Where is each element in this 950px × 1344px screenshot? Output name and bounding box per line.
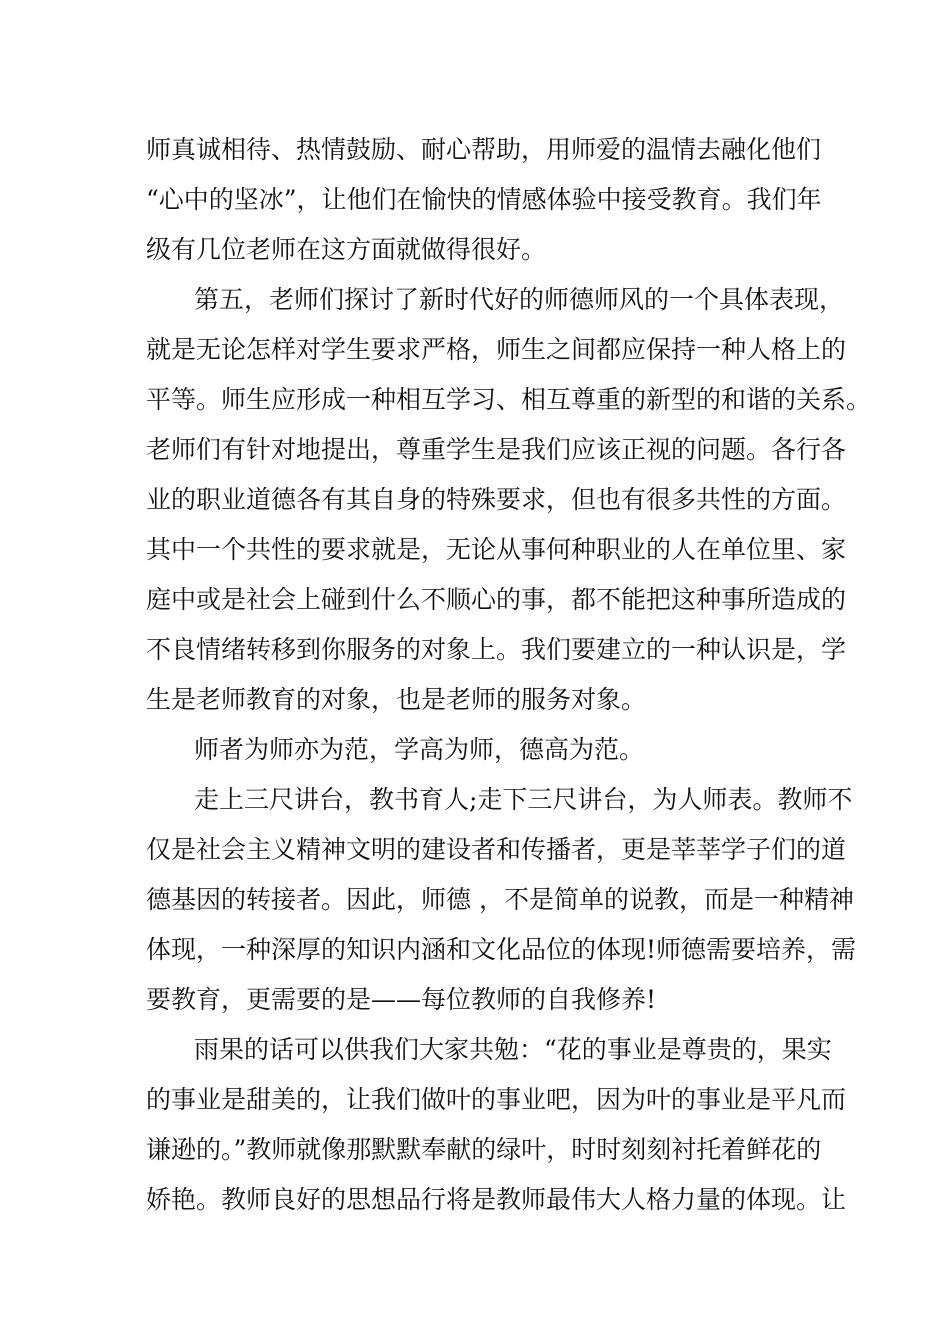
text-line: 谦逊的。”教师就像那默默奉献的绿叶，时时刻刻衬托着鲜花的 [146,1135,822,1164]
text-line: 娇艳。教师良好的思想品行将是教师最伟大人格力量的体现。让 [146,1185,847,1214]
text-line: 师真诚相待、热情鼓励、耐心帮助，用师爱的温情去融化他们 [146,135,822,164]
text-line: 要教育，更需要的是——每位教师的自我修养! [146,985,657,1014]
text-line: 就是无论怎样对学生要求严格，师生之间都应保持一种人格上的 [146,335,847,364]
text-line: 级有几位老师在这方面就做得很好。 [146,235,547,264]
text-line: 平等。师生应形成一种相互学习、相互尊重的新型的和谐的关系。 [146,385,872,414]
text-line: 师者为师亦为范，学高为师，德高为范。 [194,735,645,764]
text-line: 体现，一种深厚的知识内涵和文化品位的体现!师德需要培养，需 [146,935,857,964]
text-line: 走上三尺讲台，教书育人;走下三尺讲台，为人师表。教师不 [194,785,853,814]
text-line: 的事业是甜美的，让我们做叶的事业吧，因为叶的事业是平凡而 [146,1085,847,1114]
text-line: 不良情绪转移到你服务的对象上。我们要建立的一种认识是，学 [146,635,847,664]
text-line: 德基因的转接者。因此，师德 ，不是简单的说教，而是一种精神 [146,885,854,914]
text-line: “心中的坚冰”，让他们在愉快的情感体验中接受教育。我们年 [146,185,822,214]
text-line: 第五，老师们探讨了新时代好的师德师风的一个具体表现， [194,285,845,314]
text-line: 雨果的话可以供我们大家共勉：“花的事业是尊贵的，果实 [194,1035,832,1064]
text-line: 仅是社会主义精神文明的建设者和传播者，更是莘莘学子们的道 [146,835,847,864]
text-line: 生是老师教育的对象，也是老师的服务对象。 [146,685,647,714]
text-line: 老师们有针对地提出，尊重学生是我们应该正视的问题。各行各 [146,435,847,464]
text-line: 庭中或是社会上碰到什么不顺心的事，都不能把这种事所造成的 [146,585,847,614]
text-line: 业的职业道德各有其自身的特殊要求，但也有很多共性的方面。 [146,485,847,514]
text-line: 其中一个共性的要求就是，无论从事何种职业的人在单位里、家 [146,535,847,564]
